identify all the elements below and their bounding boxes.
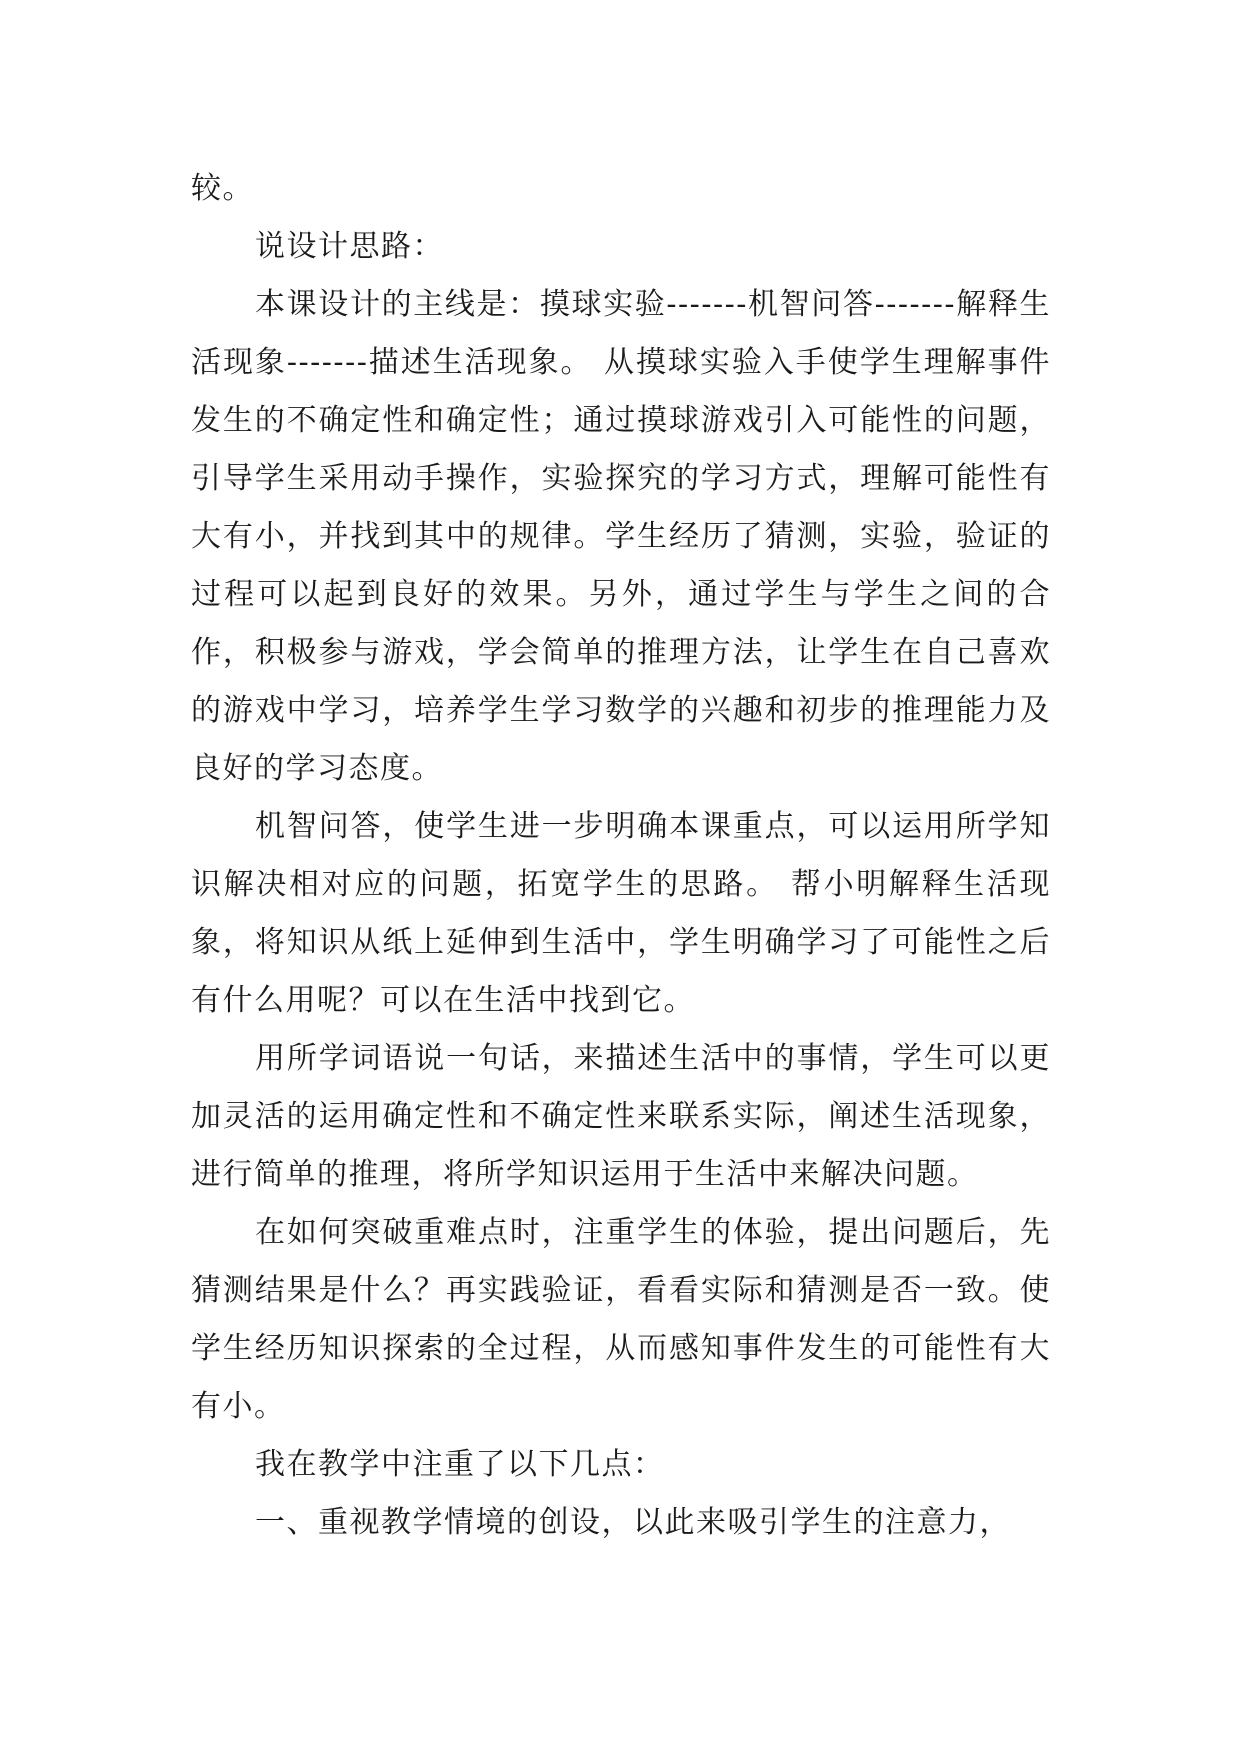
paragraph-design-heading: 说设计思路： xyxy=(255,229,444,264)
paragraph-describe-life: 用所学词语说一句话，来描述生活中的事情，学生可以更加灵活的运用确定性和不确定性来联系实际，阐述生活现象，进行简单的推理，将所学知识运用于生活中来解决问题。 xyxy=(191,1041,1051,1192)
paragraph-continuation: 较。 xyxy=(191,171,254,206)
paragraph-point-one: 一、重视教学情境的创设，以此来吸引学生的注意力， xyxy=(255,1505,1011,1540)
body-text xyxy=(191,160,1051,1552)
paragraph-main-line: 本课设计的主线是：摸球实验-------机智问答-------解释生活现象-------描述生活现象。 从摸球实验入手使学生理解事件发生的不确定性和确定性；通过摸球游戏引入可能性的问题，引导学生采用动手操作，实验探究的学习方式，理解可能性有大有小，并找到其中的规律。学生经历了猜测，实验，验证的过程可以起到良好的效果。另外，通过学生与学生之间的合作，积极参与游戏，学会简单的推理方法，让学生在自己喜欢的游戏中学习，培养学生学习数学的兴趣和初步的推理能力及良好的学习态度。 xyxy=(191,287,1051,786)
paragraph-key-difficulties: 在如何突破重难点时，注重学生的体验，提出问题后，先猜测结果是什么？再实践验证，看看实际和猜测是否一致。使学生经历知识探索的全过程，从而感知事件发生的可能性有大有小。 xyxy=(191,1215,1051,1424)
paragraph-teaching-points: 我在教学中注重了以下几点： xyxy=(255,1447,665,1482)
paragraph-quick-qa: 机智问答，使学生进一步明确本课重点，可以运用所学知识解决相对应的问题，拓宽学生的思路。 帮小明解释生活现象，将知识从纸上延伸到生活中，学生明确学习了可能性之后有什么用呢？可以在生活中找到它。 xyxy=(191,809,1051,1018)
